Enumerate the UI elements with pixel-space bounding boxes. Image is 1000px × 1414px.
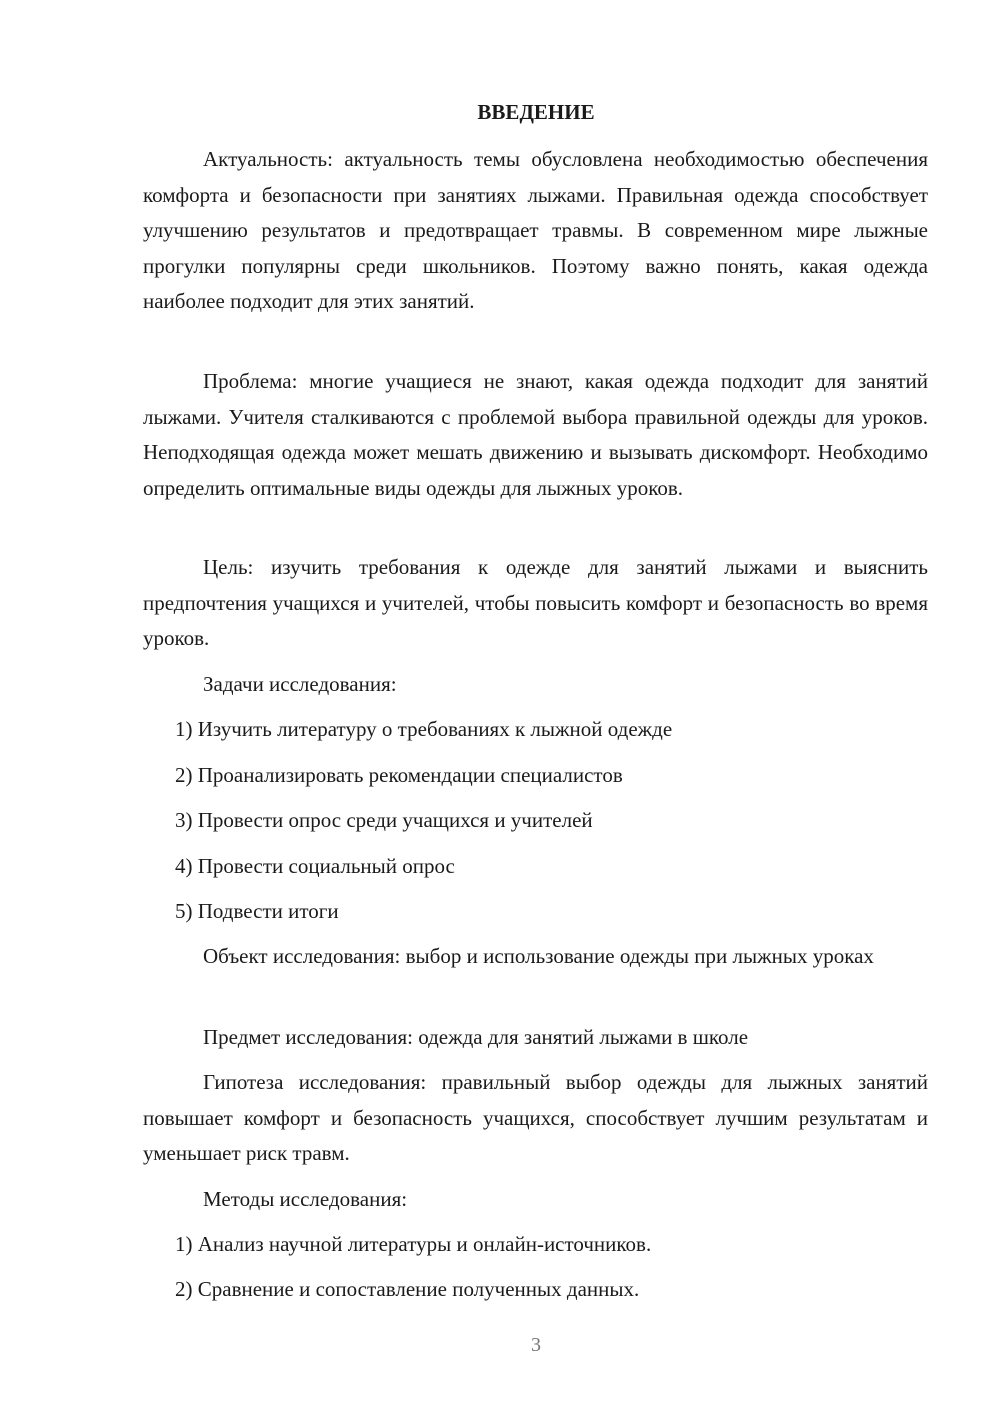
task-item: 2) Проанализировать рекомендации специалистов: [175, 763, 623, 787]
method-item: 2) Сравнение и сопоставление полученных данных.: [175, 1277, 640, 1301]
tasks-title: Задачи исследования:: [203, 672, 397, 696]
task-item: 4) Провести социальный опрос: [175, 854, 455, 878]
problem-paragraph: Проблема: многие учащиеся не знают, какая одежда подходит для занятий лыжами. Учителя сталкиваются с проблемой выбора правильной одежды для уроков. Неподходящая одежда может мешать движению и вызывать дискомфорт. Необходимо определить оптимальные виды одежды для лыжных уроков.: [143, 369, 928, 500]
relevance-paragraph: Актуальность: актуальность темы обусловлена необходимостью обеспечения комфорта и безопасности при занятиях лыжами. Правильная одежда способствует улучшению результатов и предотвращает травмы. В современном мире лыжные прогулки популярны среди школьников. Поэтому важно понять, какая одежда наиболее подходит для этих занятий.: [143, 147, 928, 313]
task-item: 3) Провести опрос среди учащихся и учителей: [175, 808, 593, 832]
section-heading: ВВЕДЕНИЕ: [477, 100, 595, 124]
method-item: 1) Анализ научной литературы и онлайн-источников.: [175, 1232, 652, 1256]
methods-title: Методы исследования:: [203, 1187, 408, 1211]
task-item: 5) Подвести итоги: [175, 899, 339, 923]
object-paragraph: Объект исследования: выбор и использование одежды при лыжных уроках: [203, 944, 874, 968]
subject-paragraph: Предмет исследования: одежда для занятий лыжами в школе: [203, 1025, 749, 1049]
goal-paragraph: Цель: изучить требования к одежде для занятий лыжами и выяснить предпочтения учащихся и учителей, чтобы повысить комфорт и безопасность во время уроков.: [143, 555, 928, 650]
page-number: 3: [531, 1334, 541, 1356]
hypothesis-paragraph: Гипотеза исследования: правильный выбор одежды для лыжных занятий повышает комфорт и безопасность учащихся, способствует лучшим результатам и уменьшает риск травм.: [143, 1070, 928, 1165]
task-item: 1) Изучить литературу о требованиях к лыжной одежде: [175, 717, 673, 741]
